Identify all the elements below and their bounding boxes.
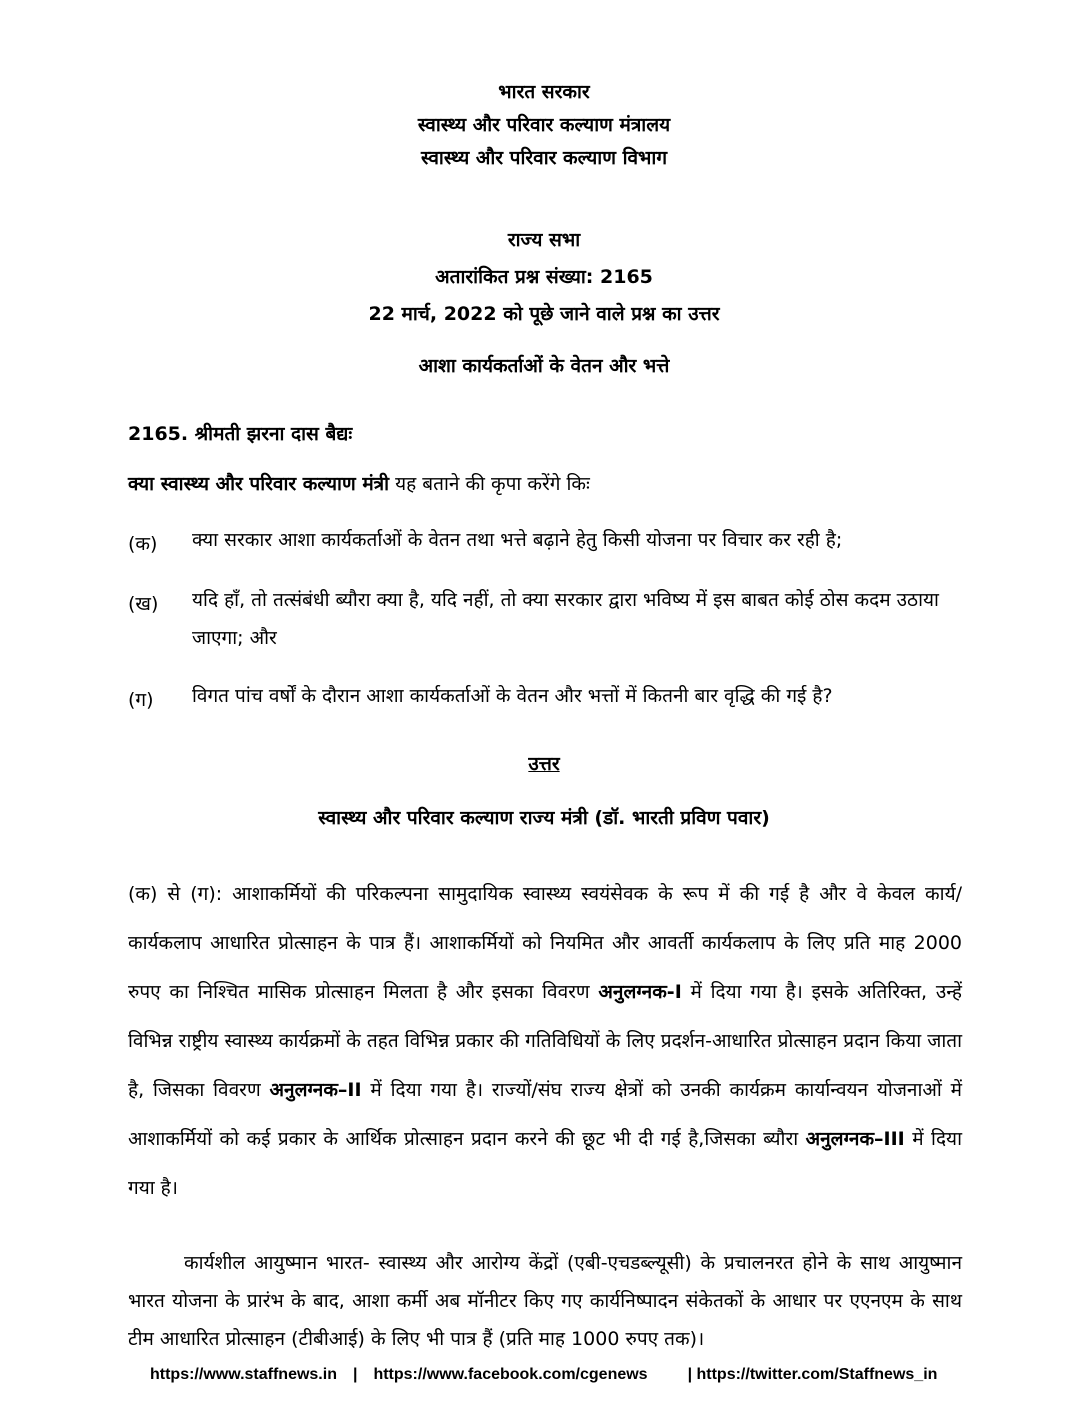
question-label-ka: (क) bbox=[128, 533, 158, 555]
question-text-ga: विगत पांच वर्षों के दौरान आशा कार्यकर्ताओं के वेतन और भत्तों में कितनी बार वृद्धि की गई है? bbox=[192, 685, 833, 707]
question-number: अतारांकित प्रश्न संख्या: 2165 bbox=[435, 266, 653, 288]
house-name: राज्य सभा bbox=[507, 229, 581, 251]
header-ministry: स्वास्थ्य और परिवार कल्याण मंत्रालय bbox=[417, 114, 671, 136]
question-text-ka: क्या सरकार आशा कार्यकर्ताओं के वेतन तथा भत्ते बढ़ाने हेतु किसी योजना पर विचार कर रही है; bbox=[192, 529, 843, 551]
subject-title: आशा कार्यकर्ताओं के वेतन और भत्ते bbox=[418, 355, 670, 377]
member-name: श्रीमती झरना दास बैद्यः bbox=[194, 423, 353, 445]
header-block bbox=[0, 76, 1088, 175]
question-label-kha: (ख) bbox=[128, 593, 159, 615]
question-intro-minister: क्या स्वास्थ्य और परिवार कल्याण मंत्री bbox=[128, 473, 390, 495]
annexure-3-ref: अनुलग्नक–III bbox=[805, 1128, 905, 1150]
answer-p1-part-d: में दिया गया है। bbox=[128, 1128, 962, 1199]
question-text-kha: यदि हाँ, तो तत्संबंधी ब्यौरा क्या है, यदि नहीं, तो क्या सरकार द्वारा भविष्य में इस बाबत कोई ठोस कदम उठाया जाएगा; और bbox=[192, 589, 939, 649]
annexure-2-ref: अनुलग्नक–II bbox=[269, 1079, 362, 1101]
answer-date: 22 मार्च, 2022 को पूछे जाने वाले प्रश्न का उत्तर bbox=[368, 303, 720, 325]
answer-paragraph-2: कार्यशील आयुष्मान भारत- स्वास्थ्य और आरोग्य केंद्रों (एबी-एचडब्ल्यूसी) के प्रचालनरत होने के साथ आयुष्मान भारत योजना के प्रारंभ के बाद, आशा कर्मी अब मॉनीटर किए गए कार्यनिष्पादन संकेतकों के आधार पर एएनएम के साथ टीम आधारित प्रोत्साहन (टीबीआई) के लिए भी पात्र हैं (प्रति माह 1000 रुपए तक)। bbox=[128, 1252, 962, 1350]
member-number: 2165. bbox=[128, 423, 189, 445]
header-department: स्वास्थ्य और परिवार कल्याण विभाग bbox=[420, 147, 668, 169]
question-label-ga: (ग) bbox=[128, 689, 154, 711]
question-intro bbox=[128, 470, 590, 496]
session-block bbox=[0, 222, 1088, 333]
footer-links bbox=[150, 1366, 937, 1384]
footer-link-facebook[interactable]: https://www.facebook.com/cgenews bbox=[373, 1366, 648, 1383]
answer-heading: उत्तर bbox=[528, 753, 560, 775]
question-intro-rest: यह बताने की कृपा करेंगे किः bbox=[389, 473, 590, 495]
footer-link-staffnews[interactable]: https://www.staffnews.in bbox=[150, 1366, 337, 1383]
annexure-1-ref: अनुलग्नक-I bbox=[598, 981, 682, 1003]
footer-separator: | bbox=[352, 1366, 358, 1383]
member-line bbox=[128, 420, 352, 446]
answer-p1-part-a: (क) से (ग): आशाकर्मियों की परिकल्पना सामुदायिक स्वास्थ्य स्वयंसेवक के रूप में की गई है और वे केवल कार्य/कार्यकलाप आधारित प्रोत्साहन के पात्र हैं। आशाकर्मियों को नियमित और आवर्ती कार्यकलाप के लिए प्रति माह 2000 रुपए का निश्चित मासिक प्रोत्साहन मिलता है और इसका विवरण bbox=[128, 883, 962, 1003]
footer-link-twitter[interactable]: | https://twitter.com/Staffnews_in bbox=[687, 1366, 938, 1383]
header-govt: भारत सरकार bbox=[498, 81, 590, 103]
answer-paragraph-1 bbox=[128, 870, 962, 1213]
minister-line: स्वास्थ्य और परिवार कल्याण राज्य मंत्री (डॉ. भारती प्रविण पवार) bbox=[318, 807, 770, 829]
answer-p1-part-c: में दिया गया है। राज्यों/संघ राज्य क्षेत्रों को उनकी कार्यक्रम कार्यान्वयन योजनाओं में आशाकर्मियों को कई प्रकार के आर्थिक प्रोत्साहन प्रदान करने की छूट भी दी गई है,जिसका ब्यौरा bbox=[128, 1079, 962, 1150]
answer-p1-part-b: में दिया गया है। इसके अतिरिक्त, उन्हें विभिन्न राष्ट्रीय स्वास्थ्य कार्यक्रमों के तहत विभिन्न प्रकार की गतिविधियों के लिए प्रदर्शन-आधारित प्रोत्साहन प्रदान किया जाता है, जिसका विवरण bbox=[128, 981, 962, 1101]
